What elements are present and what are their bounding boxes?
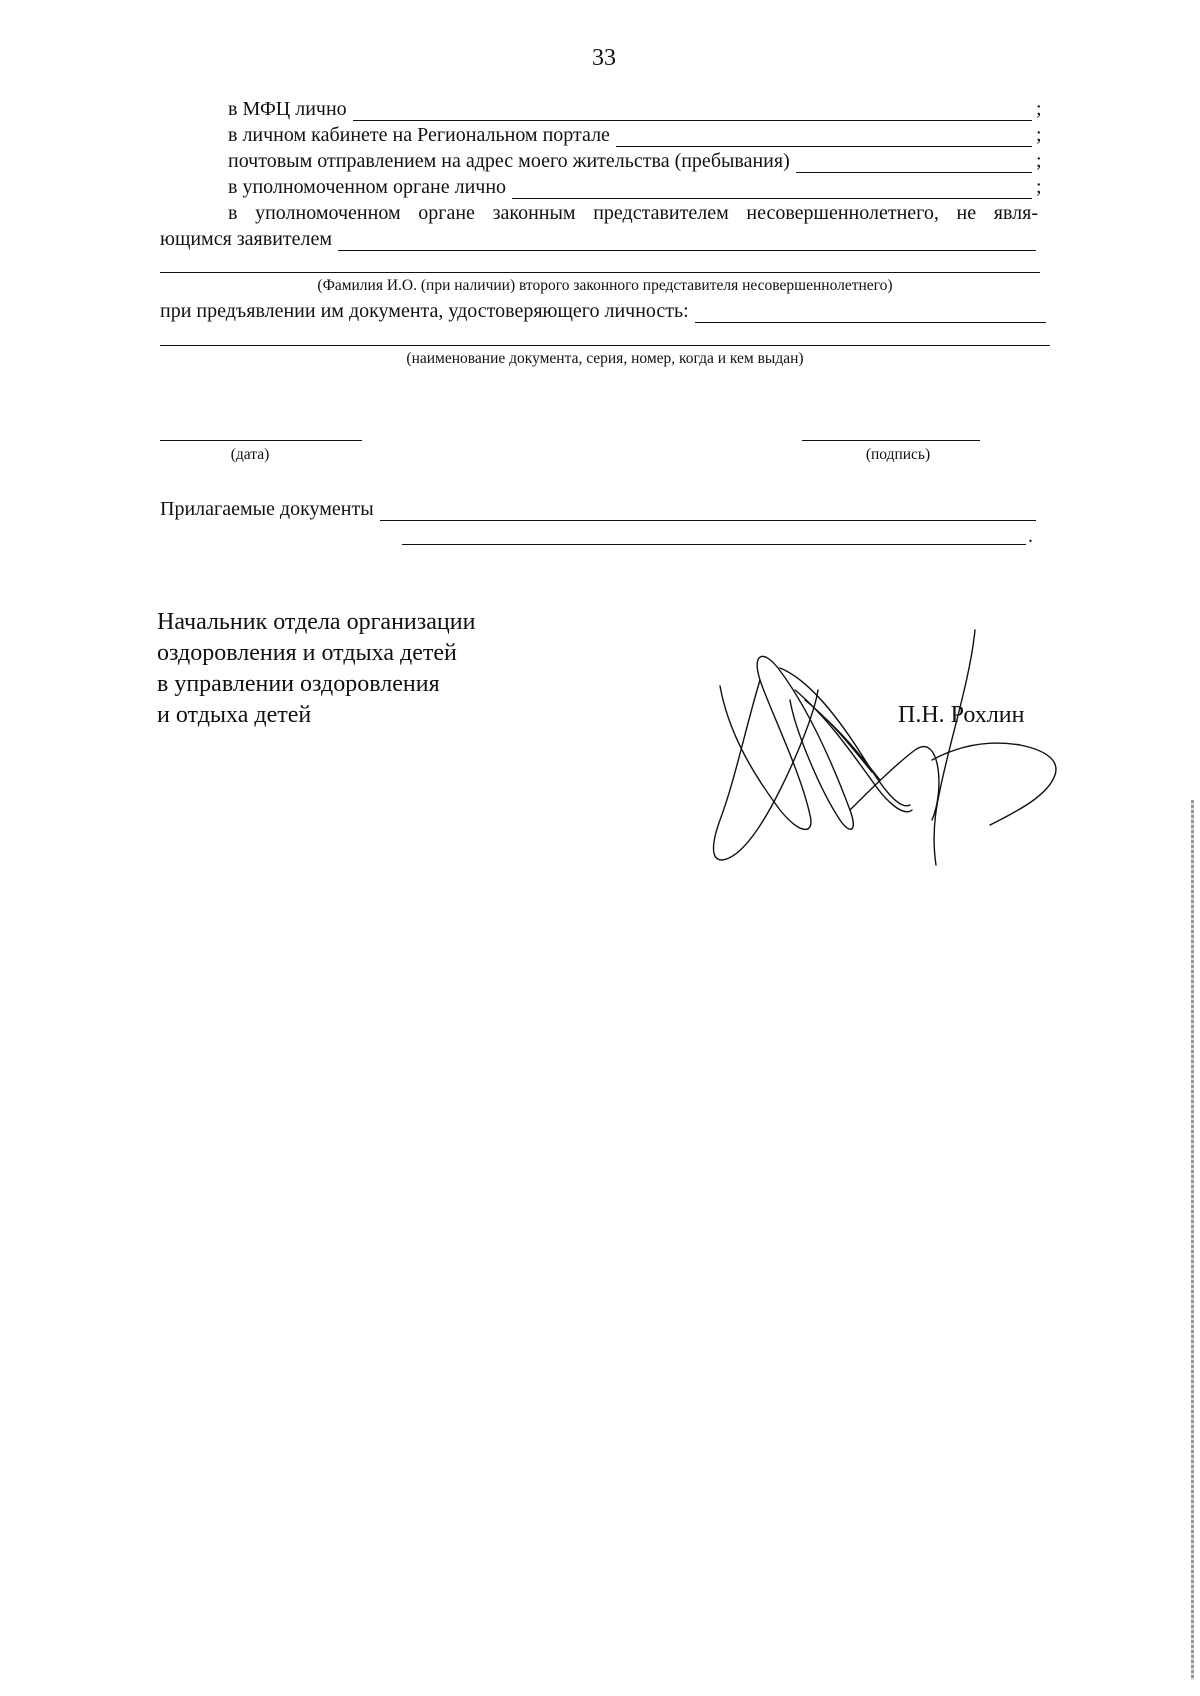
attachments-field-1[interactable] [380, 502, 1036, 521]
attachments-end-mark: . [1028, 525, 1033, 547]
signatory-position-line2: оздоровления и отдыха детей [157, 640, 457, 666]
signature-field[interactable] [802, 440, 980, 441]
date-field[interactable] [160, 440, 362, 441]
signatory-name: П.Н. Рохлин [898, 702, 1025, 728]
signatory-position-line3: в управлении оздоровления [157, 671, 440, 697]
identity-doc-prompt: при предъявлении им документа, удостоверяющего личность: [160, 300, 689, 322]
signature-caption: (подпись) [865, 446, 931, 463]
option-mfc-field[interactable] [353, 102, 1032, 121]
option-representative-row [160, 227, 1036, 251]
option-representative-field[interactable] [338, 232, 1036, 251]
second-representative-caption: (Фамилия И.О. (при наличии) второго законного представителя несовершеннолетнего) [317, 277, 893, 294]
option-representative-line1: в уполномоченном органе законным представителем несовершеннолетнего, не явля- [228, 202, 1038, 224]
attachments-label: Прилагаемые документы [160, 498, 374, 520]
identity-doc-field-2[interactable] [160, 345, 1050, 346]
option-post-label: почтовым отправлением на адрес моего жительства (пребывания) [228, 150, 790, 172]
signatory-position-line4: и отдыха детей [157, 702, 312, 728]
scan-edge [1191, 800, 1194, 1680]
option-mfc-label: в МФЦ лично [228, 98, 347, 120]
semicolon: ; [1036, 98, 1042, 120]
handwritten-signature [700, 620, 1070, 890]
semicolon: ; [1036, 176, 1042, 198]
attachments-field-2[interactable] [402, 544, 1026, 545]
semicolon: ; [1036, 150, 1042, 172]
option-representative-label: ющимся заявителем [160, 228, 333, 250]
option-authority-label: в уполномоченном органе лично [228, 176, 507, 198]
option-post-field[interactable] [796, 154, 1032, 173]
option-cabinet-field[interactable] [616, 128, 1032, 147]
page-number: 33 [592, 45, 616, 71]
identity-doc-row [160, 299, 1046, 323]
attachments-row [160, 497, 1036, 521]
identity-doc-caption: (наименование документа, серия, номер, когда и кем выдан) [406, 350, 804, 367]
option-mfc-row [228, 97, 1032, 121]
option-authority-field[interactable] [512, 180, 1032, 199]
option-post-row [228, 149, 1032, 173]
option-cabinet-label: в личном кабинете на Региональном портале [228, 124, 610, 146]
second-representative-field[interactable] [160, 272, 1040, 273]
signatory-position-line1: Начальник отдела организации [157, 609, 476, 635]
option-cabinet-row [228, 123, 1032, 147]
identity-doc-field-1[interactable] [695, 304, 1046, 323]
semicolon: ; [1036, 124, 1042, 146]
date-caption: (дата) [230, 446, 270, 463]
option-authority-row [228, 175, 1032, 199]
